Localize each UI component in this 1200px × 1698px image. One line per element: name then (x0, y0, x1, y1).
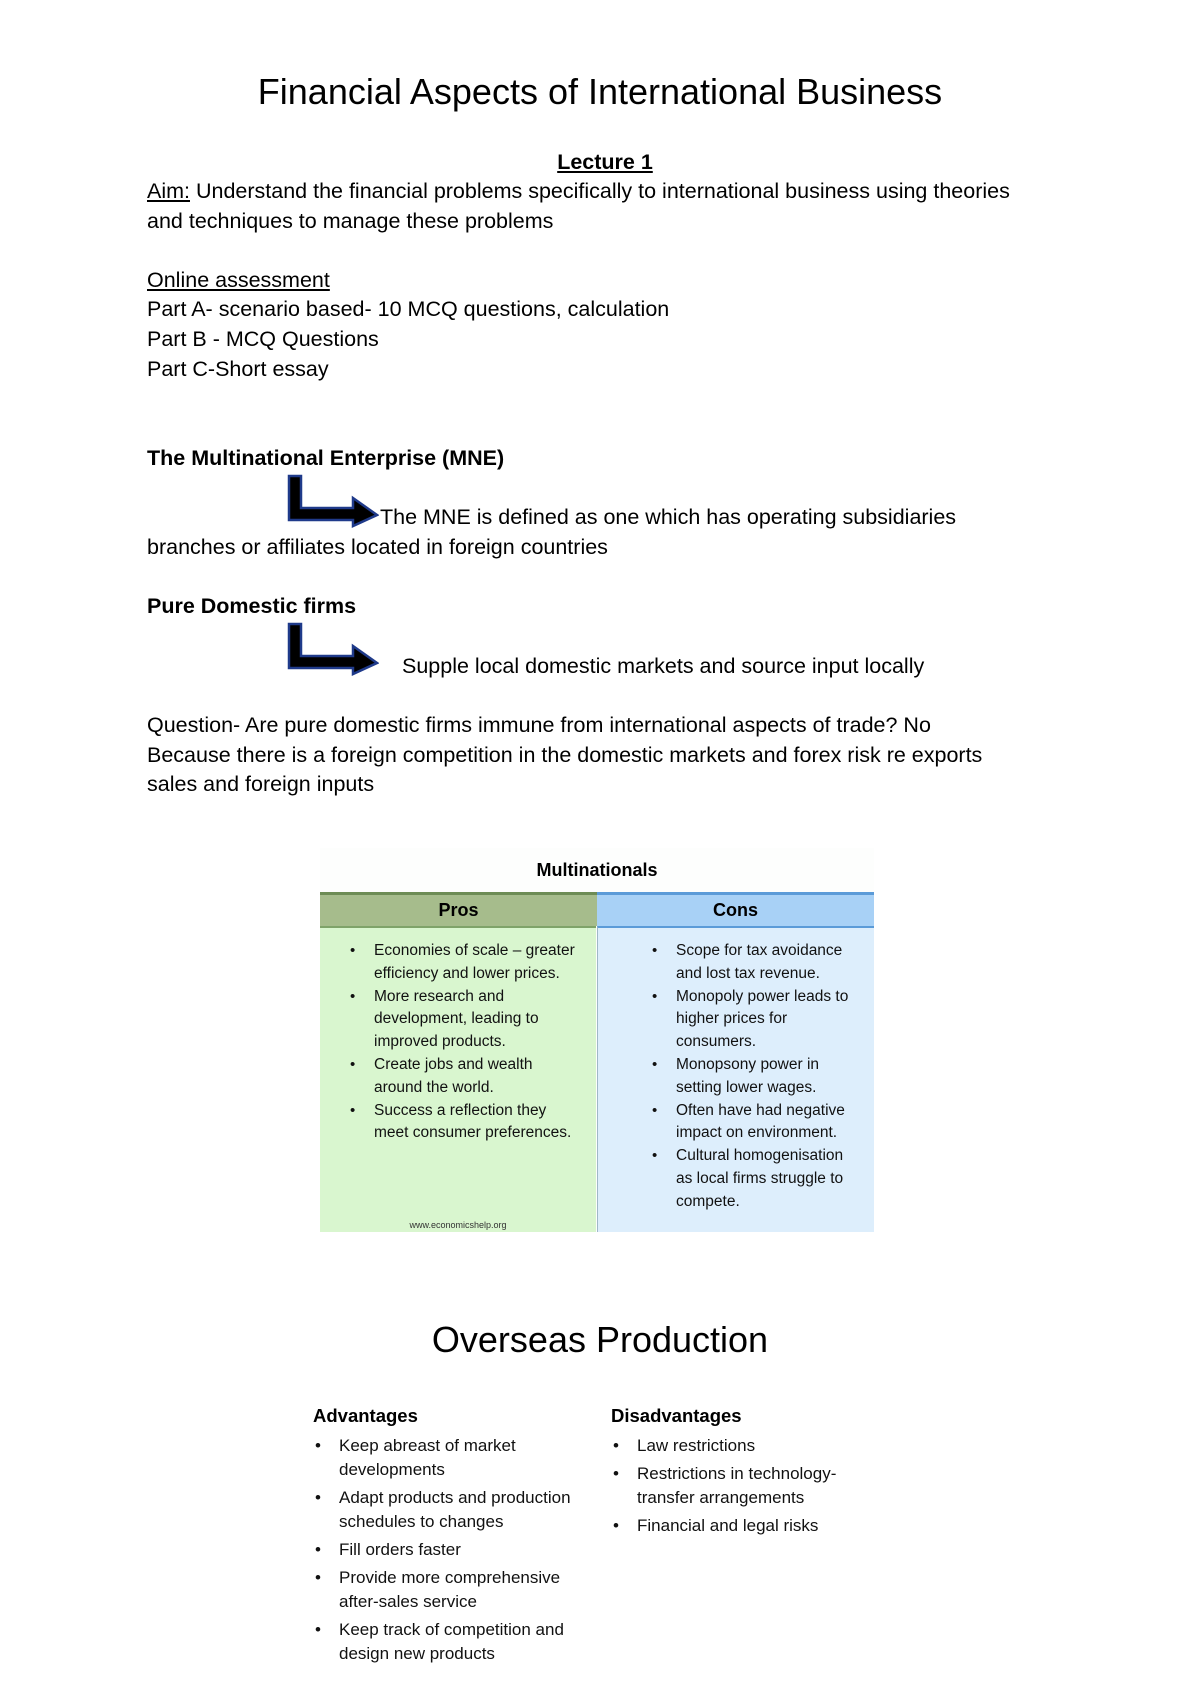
mne-definition-line-2: branches or affiliates located in foreign countries (147, 535, 608, 559)
advantages-column (313, 1404, 603, 1670)
advantages-heading: Advantages (313, 1405, 418, 1426)
mne-definition-line-1: The MNE is defined as one which has operating subsidiaries (380, 505, 957, 529)
elbow-arrow-icon (287, 622, 379, 676)
question-line-1: Question- Are pure domestic firms immune from international aspects of trade? No (147, 713, 931, 737)
aim-line-1 (147, 176, 1010, 206)
list-item: • Adapt products and production schedules to changes (313, 1486, 603, 1534)
multinationals-table-title: Multinationals (536, 860, 658, 880)
cons-header-label: Cons (713, 900, 758, 920)
elbow-arrow-icon (287, 474, 379, 528)
advantages-list (313, 1434, 603, 1666)
source-credit: www.economicshelp.org (409, 1220, 507, 1230)
list-item: • Cultural homogenisation as local firms struggle to compete. (650, 1145, 860, 1213)
aim-label: Aim: (147, 179, 190, 203)
disadvantages-column (611, 1404, 871, 1542)
list-item: • Fill orders faster (313, 1538, 603, 1562)
list-item: • Economies of scale – greater efficiency and lower prices. (348, 940, 580, 986)
list-item: • Often have had negative impact on environment. (650, 1100, 860, 1146)
cons-column (597, 926, 874, 1232)
list-item: • Create jobs and wealth around the world. (348, 1054, 580, 1100)
list-item: • More research and development, leading to improved products. (348, 986, 580, 1054)
list-item: • Monopoly power leads to higher prices for consumers. (650, 986, 860, 1054)
aim-text: Understand the financial problems specifically to international business using theories (190, 179, 1010, 203)
multinationals-table (320, 848, 874, 1232)
aim-line-2: and techniques to manage these problems (147, 209, 554, 233)
list-item: • Scope for tax avoidance and lost tax revenue. (650, 940, 860, 986)
pros-header-label: Pros (438, 900, 479, 920)
domestic-definition: Supple local domestic markets and source input locally (402, 654, 925, 678)
domestic-heading: Pure Domestic firms (147, 594, 357, 618)
question-line-3: sales and foreign inputs (147, 772, 375, 796)
disadvantages-heading: Disadvantages (611, 1405, 742, 1426)
list-item: • Restrictions in technology-transfer arrangements (611, 1462, 871, 1510)
disadvantages-list (611, 1434, 871, 1538)
list-item: • Provide more comprehensive after-sales service (313, 1566, 603, 1614)
assessment-part-b: Part B - MCQ Questions (147, 327, 379, 351)
assessment-part-a: Part A- scenario based- 10 MCQ questions, calculation (147, 297, 670, 321)
pros-header (320, 892, 597, 926)
question-line-2: Because there is a foreign competition in the domestic markets and forex risk re exports (147, 743, 983, 767)
pros-list (348, 940, 580, 1145)
cons-header (597, 892, 874, 926)
pros-column (320, 926, 596, 1232)
list-item: • Success a reflection they meet consumer preferences. (348, 1100, 580, 1146)
list-item: • Law restrictions (611, 1434, 871, 1458)
list-item: • Keep track of competition and design new products (313, 1618, 603, 1666)
cons-list (650, 940, 860, 1214)
document-title: Financial Aspects of International Business (257, 71, 943, 112)
overseas-production-title: Overseas Production (431, 1319, 769, 1360)
lecture-heading: Lecture 1 (557, 150, 653, 174)
assessment-heading: Online assessment (147, 268, 330, 292)
assessment-part-c: Part C-Short essay (147, 357, 329, 381)
list-item: • Monopsony power in setting lower wages. (650, 1054, 860, 1100)
mne-heading: The Multinational Enterprise (MNE) (147, 446, 505, 470)
list-item: • Financial and legal risks (611, 1514, 871, 1538)
list-item: • Keep abreast of market developments (313, 1434, 603, 1482)
